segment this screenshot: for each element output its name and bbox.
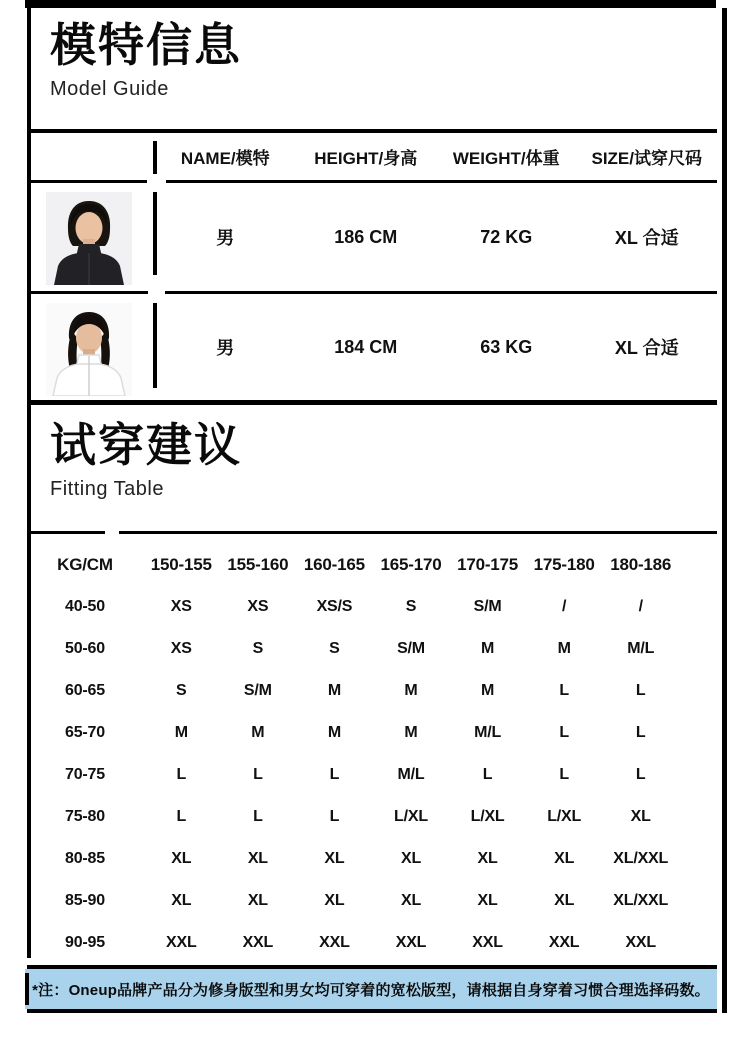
size-cell: L	[559, 766, 569, 783]
size-cell: M/L	[397, 766, 425, 783]
weight-label: 65-70	[65, 724, 105, 741]
size-cell: M/L	[627, 640, 655, 657]
size-cell: XL	[400, 850, 422, 867]
size-cell: XL	[477, 892, 498, 909]
model-row-1	[155, 183, 717, 291]
size-cell: L	[176, 766, 187, 783]
weight-label: 90-95	[65, 934, 105, 951]
footer-left-notch	[25, 973, 29, 1005]
weight-label: 80-85	[65, 850, 105, 867]
size-cell: L	[329, 808, 340, 825]
size-cell: M/L	[474, 724, 502, 741]
size-cell: XL	[324, 850, 345, 867]
fitting-table-top-rule-right	[119, 531, 717, 534]
size-cell: S	[176, 682, 187, 699]
size-cell: XL	[247, 892, 268, 909]
size-cell: XS/S	[316, 598, 353, 615]
footer-note-text: *注：Oneup品牌产品分为修身版型和男女均可穿着的宽松版型，请根据自身穿着习惯合理选择码数。	[32, 981, 710, 999]
fitting-table	[27, 544, 717, 964]
height-col-3: 165-170	[380, 555, 442, 574]
fitting-row-90-95	[27, 922, 717, 964]
size-cell: XL	[247, 850, 268, 867]
model-col-name: NAME/模特	[180, 149, 270, 168]
size-cell: L	[329, 766, 340, 783]
size-cell: XL	[171, 850, 192, 867]
size-cell: S/M	[473, 598, 502, 615]
model-section-header	[50, 20, 242, 101]
size-cell: S/M	[397, 640, 425, 657]
model1-size: XL 合适	[614, 228, 679, 248]
model-header-divider	[153, 141, 157, 174]
size-cell: L	[482, 766, 493, 783]
size-cell: S	[329, 640, 340, 657]
size-cell: XXL	[166, 934, 197, 951]
height-col-4: 170-175	[457, 555, 519, 574]
fitting-section-subtitle: Fitting Table	[50, 478, 164, 500]
size-cell: S	[405, 598, 417, 615]
size-cell: L	[176, 808, 187, 825]
size-cell: XL/XXL	[613, 850, 669, 867]
model-section-subtitle: Model Guide	[50, 78, 169, 100]
model2-weight: 63 KG	[480, 336, 533, 357]
male-model-white-jacket-illustration	[46, 303, 132, 396]
fitting-row-65-70	[27, 712, 717, 754]
footer-note-bar	[25, 969, 717, 1009]
height-col-5: 175-180	[533, 555, 595, 574]
fitting-row-85-90	[27, 880, 717, 922]
weight-label: 50-60	[65, 640, 105, 657]
fitting-table-top-rule-left	[27, 531, 105, 534]
size-cell: XL	[554, 892, 575, 909]
size-cell: M	[480, 640, 495, 657]
size-cell: L	[253, 808, 263, 825]
size-cell: XL	[400, 892, 422, 909]
size-cell: XXL	[472, 934, 503, 951]
size-cell: XL	[324, 892, 345, 909]
weight-label: 60-65	[65, 682, 105, 699]
fitting-row-40-50	[27, 586, 717, 628]
footer-bottom-rule	[27, 1009, 717, 1013]
size-cell: XS	[170, 598, 192, 615]
model-col-height: HEIGHT/身高	[314, 149, 418, 168]
model-section-title: 模特信息	[50, 19, 242, 71]
size-cell: M	[404, 682, 418, 699]
fitting-corner-label: KG/CM	[57, 555, 113, 574]
model-col-weight: WEIGHT/体重	[452, 149, 560, 168]
model-photo-2	[46, 303, 132, 396]
fitting-row-50-60	[27, 628, 717, 670]
size-cell: L	[635, 766, 646, 783]
size-cell: M	[251, 724, 265, 741]
size-cell: XXL	[548, 934, 580, 951]
fitting-section-title: 试穿建议	[50, 419, 242, 471]
fitting-row-80-85	[27, 838, 717, 880]
model-photo-1	[46, 192, 132, 285]
size-cell: /	[638, 598, 643, 615]
male-model-black-jacket-illustration	[46, 192, 132, 285]
weight-label: 85-90	[65, 892, 105, 909]
size-cell: L/XL	[547, 808, 582, 825]
height-col-1: 155-160	[227, 555, 289, 574]
size-cell: XL	[477, 850, 498, 867]
model-row1-underline-left	[27, 291, 148, 294]
section-divider-rule	[27, 400, 717, 405]
model2-height: 184 CM	[334, 336, 398, 357]
weight-label: 70-75	[65, 766, 105, 783]
model-col-size: SIZE/试穿尺码	[591, 149, 702, 168]
size-cell: M	[404, 724, 418, 741]
size-cell: L	[635, 724, 646, 741]
model-row-2	[155, 294, 717, 400]
height-col-2: 160-165	[303, 555, 365, 574]
fitting-row-75-80	[27, 796, 717, 838]
model1-height: 186 CM	[334, 226, 398, 247]
size-cell: L/XL	[470, 808, 505, 825]
size-cell: XXL	[242, 934, 274, 951]
size-cell: XL	[171, 892, 192, 909]
model2-name: 男	[216, 338, 235, 358]
size-cell: S	[252, 640, 264, 657]
right-border-rule	[722, 8, 727, 1013]
model1-name: 男	[216, 228, 235, 248]
size-cell: L/XL	[394, 808, 428, 825]
fitting-row-60-65	[27, 670, 717, 712]
size-cell: XXL	[395, 934, 427, 951]
model1-weight: 72 KG	[480, 226, 533, 247]
size-cell: XS	[170, 640, 192, 657]
size-cell: L	[253, 766, 263, 783]
size-cell: M	[174, 724, 188, 741]
size-cell: M	[480, 682, 495, 699]
size-cell: XXL	[319, 934, 350, 951]
height-col-6: 180-186	[610, 555, 672, 574]
size-cell: XL	[554, 850, 575, 867]
size-cell: M	[327, 682, 341, 699]
size-cell: M	[557, 640, 571, 657]
model-header-underline-left	[27, 180, 147, 183]
size-cell: XS	[247, 598, 269, 615]
fitting-row-70-75	[27, 754, 717, 796]
size-cell: XL/XXL	[613, 892, 669, 909]
size-cell: M	[327, 724, 341, 741]
weight-label: 75-80	[65, 808, 105, 825]
size-cell: S/M	[243, 682, 272, 699]
top-rule	[25, 0, 716, 8]
size-cell: XXL	[625, 934, 656, 951]
size-cell: L	[559, 682, 569, 699]
height-col-0: 150-155	[150, 555, 212, 574]
weight-label: 40-50	[65, 598, 105, 615]
model-table-header-row	[155, 133, 717, 180]
size-cell: L	[559, 724, 569, 741]
fitting-section-header	[50, 420, 242, 501]
size-cell: XL	[630, 808, 651, 825]
fitting-header-row	[27, 544, 717, 586]
size-cell: /	[562, 598, 567, 615]
size-cell: L	[635, 682, 646, 699]
model2-size: XL 合适	[614, 338, 679, 358]
